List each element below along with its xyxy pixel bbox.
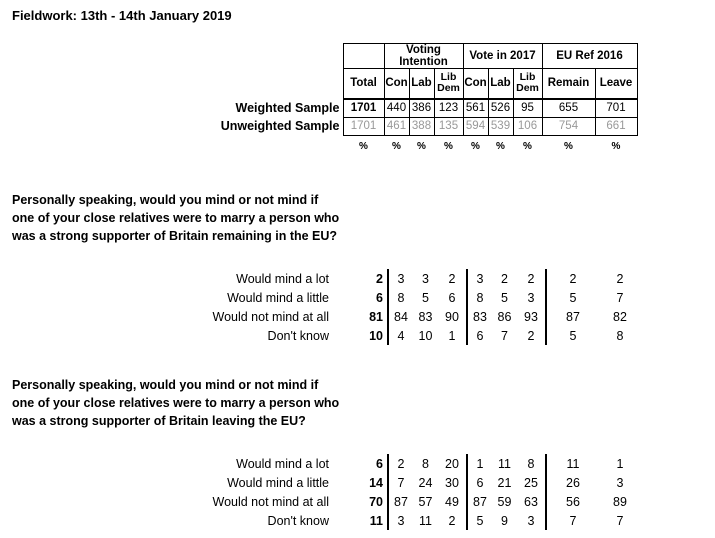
question-2-text: Personally speaking, would you mind or not mind if one of your close relatives were to marry a person who was a strong supporter of Britain leaving the EU? (12, 378, 340, 428)
table-row (0, 307, 641, 326)
value-cell: 8 (422, 456, 429, 471)
value-cell: 24 (418, 475, 433, 490)
value-cell: 11 (546, 454, 599, 473)
value-cell: 87 (546, 307, 599, 326)
sample-header-table (0, 43, 638, 155)
table-row (0, 511, 641, 530)
value-cell: 7 (388, 473, 413, 492)
value-cell: 3 (388, 269, 413, 288)
row-label: Would mind a lot (236, 456, 329, 471)
row-label: Don't know (267, 328, 329, 343)
col-vi-lab: Lab (409, 69, 434, 99)
total-cell: 70 (369, 494, 383, 509)
value-cell: 3 (616, 475, 624, 490)
col-v17-lab: Lab (488, 69, 513, 99)
percent-marker: % (444, 140, 453, 152)
value-cell: 90 (445, 309, 459, 324)
unweighted-value: 594 (463, 117, 488, 135)
value-cell: 49 (445, 494, 459, 509)
percent-marker: % (523, 140, 532, 152)
table-row (0, 473, 641, 492)
value-cell: 82 (613, 309, 627, 324)
weighted-value: 123 (434, 99, 463, 118)
value-cell: 6 (467, 473, 492, 492)
weighted-value: 701 (595, 99, 637, 118)
percent-marker: % (564, 140, 573, 152)
table-row (0, 288, 641, 307)
value-cell: 59 (497, 494, 512, 509)
value-cell: 4 (388, 326, 413, 345)
value-cell: 87 (388, 492, 413, 511)
value-cell: 5 (501, 290, 508, 305)
row-label: Would mind a little (227, 290, 329, 305)
group-eu-ref: EU Ref 2016 (542, 44, 637, 69)
value-cell: 6 (448, 290, 456, 305)
value-cell: 5 (422, 290, 429, 305)
value-cell: 83 (467, 307, 492, 326)
unweighted-value: 754 (542, 117, 595, 135)
value-cell: 2 (448, 513, 456, 528)
row-label: Would not mind at all (212, 494, 329, 509)
value-cell: 10 (418, 328, 433, 343)
col-vi-con: Con (384, 69, 409, 99)
question-1-text: Personally speaking, would you mind or not mind if one of your close relatives were to marry a person who was a strong supporter of Britain remaining in the EU? (12, 193, 340, 243)
value-cell: 89 (613, 494, 627, 509)
value-cell: 21 (497, 475, 512, 490)
value-cell: 56 (546, 492, 599, 511)
percent-marker: % (392, 140, 401, 152)
percent-marker: % (417, 140, 426, 152)
col-remain: Remain (542, 69, 595, 99)
total-cell: 11 (369, 513, 383, 528)
value-cell: 30 (445, 475, 459, 490)
value-cell: 83 (418, 309, 433, 324)
value-cell: 3 (388, 511, 413, 530)
value-cell: 11 (498, 456, 511, 471)
value-cell: 87 (467, 492, 492, 511)
value-cell: 57 (418, 494, 433, 509)
total-cell: 14 (369, 475, 383, 490)
value-cell: 5 (546, 326, 599, 345)
unweighted-value: 661 (595, 117, 637, 135)
value-cell: 1 (448, 328, 456, 343)
value-cell: 3 (467, 269, 492, 288)
weighted-value: 561 (463, 99, 488, 118)
value-cell: 8 (527, 456, 535, 471)
value-cell: 8 (616, 328, 624, 343)
total-cell: 6 (376, 290, 383, 305)
total-cell: 6 (376, 456, 383, 471)
value-cell: 26 (546, 473, 599, 492)
value-cell: 7 (501, 328, 508, 343)
value-cell: 2 (527, 328, 535, 343)
value-cell: 2 (388, 454, 413, 473)
value-cell: 11 (419, 513, 432, 528)
weighted-value: 1701 (343, 99, 384, 118)
row-label: Don't know (267, 513, 329, 528)
value-cell: 84 (388, 307, 413, 326)
value-cell: 2 (527, 271, 535, 286)
question-1-results (0, 269, 641, 345)
value-cell: 25 (524, 475, 538, 490)
weighted-value: 95 (513, 99, 542, 118)
weighted-value: 526 (488, 99, 513, 118)
value-cell: 7 (546, 511, 599, 530)
unweighted-value: 539 (488, 117, 513, 135)
fieldwork-date: Fieldwork: 13th - 14th January 2019 (12, 8, 232, 23)
col-total: Total (343, 69, 384, 99)
weighted-value: 655 (542, 99, 595, 118)
row-label: Would mind a lot (236, 271, 329, 286)
value-cell: 8 (467, 288, 492, 307)
value-cell: 20 (445, 456, 459, 471)
col-v17-libdem: Lib Dem (513, 69, 542, 99)
value-cell: 2 (501, 271, 508, 286)
value-cell: 5 (546, 288, 599, 307)
row-label: Would mind a little (227, 475, 329, 490)
unweighted-value: 135 (434, 117, 463, 135)
total-cell: 10 (369, 328, 383, 343)
unweighted-value: 388 (409, 117, 434, 135)
value-cell: 3 (422, 271, 429, 286)
group-voting-intention: Voting Intention (384, 44, 463, 69)
total-cell: 81 (369, 309, 383, 324)
col-leave: Leave (595, 69, 637, 99)
question-2-results (0, 454, 641, 530)
col-vi-libdem: Lib Dem (434, 69, 463, 99)
value-cell: 2 (616, 271, 624, 286)
value-cell: 7 (616, 290, 624, 305)
percent-marker: % (496, 140, 505, 152)
table-row (0, 326, 641, 345)
total-cell: 2 (376, 271, 383, 286)
value-cell: 1 (467, 454, 492, 473)
value-cell: 86 (497, 309, 512, 324)
percent-marker: % (359, 140, 368, 152)
value-cell: 7 (616, 513, 624, 528)
value-cell: 3 (527, 290, 535, 305)
table-row (0, 269, 641, 288)
group-vote-2017: Vote in 2017 (463, 44, 542, 69)
value-cell: 63 (524, 494, 538, 509)
table-row (0, 454, 641, 473)
col-v17-con: Con (463, 69, 488, 99)
weighted-value: 386 (409, 99, 434, 118)
value-cell: 5 (467, 511, 492, 530)
value-cell: 2 (448, 271, 456, 286)
weighted-value: 440 (384, 99, 409, 118)
table-row (0, 492, 641, 511)
value-cell: 93 (524, 309, 538, 324)
value-cell: 6 (467, 326, 492, 345)
unweighted-value: 106 (513, 117, 542, 135)
unweighted-value: 461 (384, 117, 409, 135)
value-cell: 8 (388, 288, 413, 307)
row-label: Would not mind at all (212, 309, 329, 324)
value-cell: 1 (616, 456, 624, 471)
value-cell: 3 (527, 513, 535, 528)
percent-marker: % (611, 140, 621, 152)
unweighted-value: 1701 (343, 117, 384, 135)
value-cell: 2 (546, 269, 599, 288)
value-cell: 9 (501, 513, 508, 528)
percent-marker: % (471, 140, 480, 152)
weighted-sample-label: Weighted Sample (235, 100, 340, 115)
unweighted-sample-label: Unweighted Sample (220, 119, 340, 133)
